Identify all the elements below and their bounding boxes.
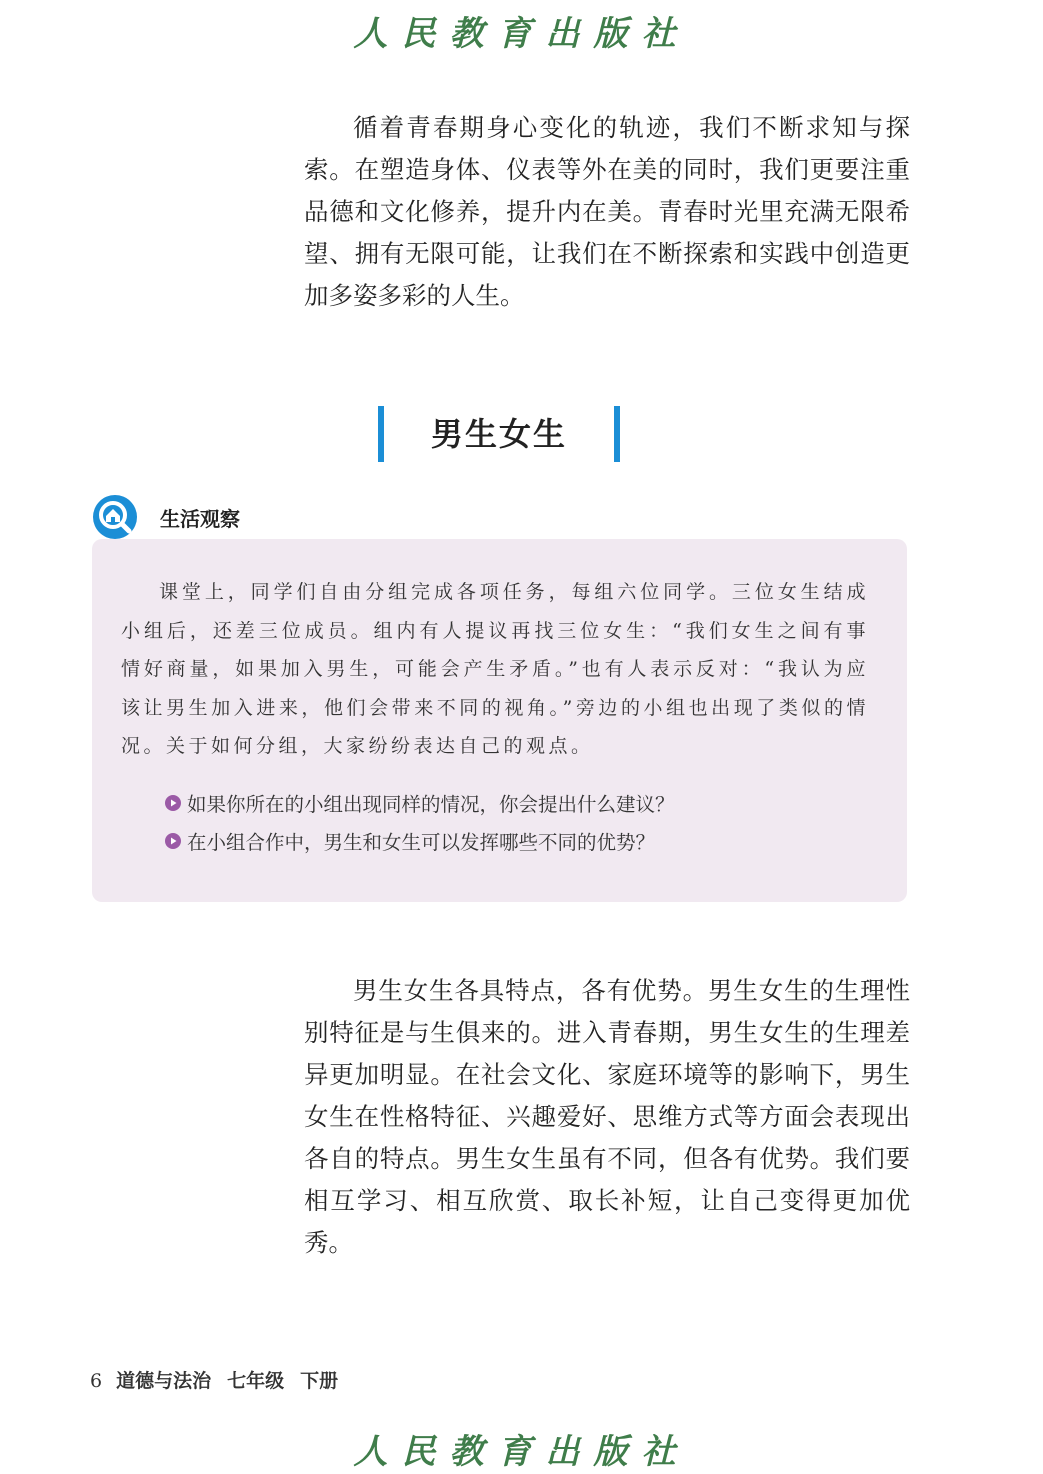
book-title: 道德与法治 [116,1370,212,1392]
question-text: 如果你所在的小组出现同样的情况，你会提出什么建议？ [187,793,675,816]
observation-passage [121,573,869,766]
paragraph-gender [304,970,910,1264]
publisher-logo-top: 人民教育出版社 [353,14,690,54]
page-footer [90,1366,354,1393]
question-item [165,822,865,860]
grade-label: 七年级 [227,1370,285,1392]
paragraph-gender-text: 男生女生各具特点，各有优势。男生女生的生理性别特征是与生俱来的。进入青春期，男生女生的生理差异更加明显。在社会文化、家庭环境等的影响下，男生女生在性格特征、兴趣爱好、思维方式等方面会表现出各自的特点。男生女生虽有不同，但各有优势。我们要相互学习、相互欣赏、取长补短，让自己变得更加优秀。 [304,976,910,1257]
play-circle-icon [165,795,181,811]
volume-label: 下册 [300,1370,339,1392]
play-circle-icon [165,833,181,849]
publisher-logo-bottom: 人民教育出版社 [353,1432,690,1472]
paragraph-intro [304,107,910,317]
paragraph-intro-text: 循着青春期身心变化的轨迹，我们不断求知与探索。在塑造身体、仪表等外在美的同时，我们更要注重品德和文化修养，提升内在美。青春时光里充满无限希望、拥有无限可能，让我们在不断探索和实践中创造更加多姿多彩的人生。 [304,113,910,310]
magnifier-house-icon [92,494,138,540]
page-number: 6 [90,1370,103,1392]
section-heading [378,406,620,462]
question-list [165,784,865,860]
question-item [165,784,865,822]
heading-bar-right [614,406,620,462]
observation-label: 生活观察 [160,507,240,531]
observation-text: 课堂上，同学们自由分组完成各项任务，每组六位同学。三位女生结成小组后，还差三位成员。组内有人提议再找三位女生：“我们女生之间有事情好商量，如果加入男生，可能会产生矛盾。”也有人表示反对：“我认为应该让男生加入进来，他们会带来不同的视角。”旁边的小组也出现了类似的情况。关于如何分组，大家纷纷表达自己的观点。 [121,581,869,757]
section-title: 男生女生 [430,415,567,453]
question-text: 在小组合作中，男生和女生可以发挥哪些不同的优势？ [187,831,656,854]
